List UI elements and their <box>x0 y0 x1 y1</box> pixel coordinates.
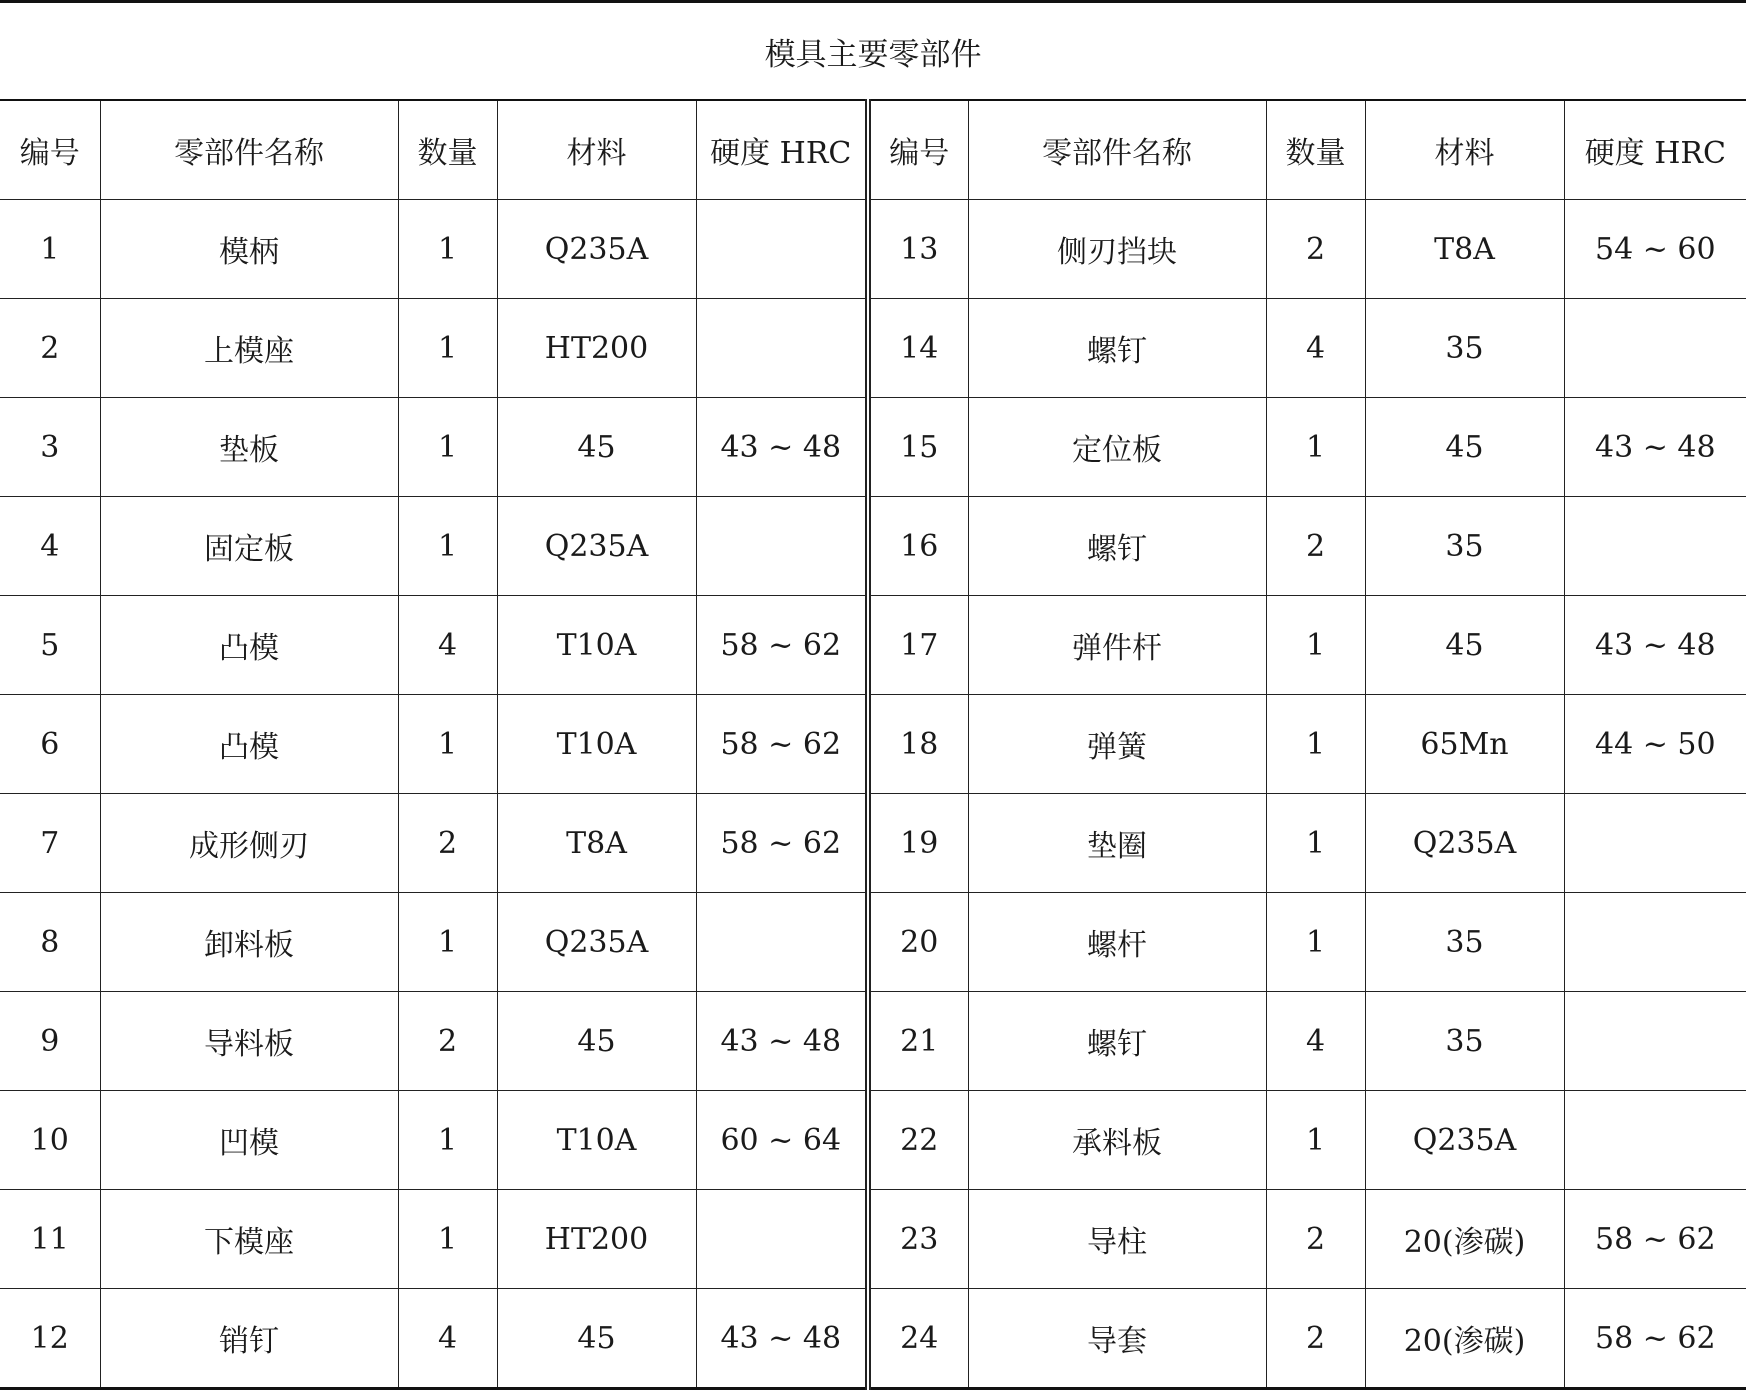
cell-quantity: 1 <box>398 497 497 596</box>
cell-quantity: 1 <box>398 1190 497 1289</box>
table-row <box>0 695 1746 794</box>
cell-quantity: 1 <box>398 200 497 299</box>
cell-part-name: 成形侧刃 <box>100 794 398 893</box>
cell-hardness-right <box>1564 1091 1746 1190</box>
cell-material-right: 20(渗碳) <box>1365 1289 1564 1389</box>
cell-material: Q235A <box>497 497 696 596</box>
cell-part-name-right: 弹件杆 <box>968 596 1266 695</box>
header-quantity-right: 数量 <box>1266 100 1365 200</box>
cell-quantity-right: 2 <box>1266 200 1365 299</box>
cell-quantity-right: 1 <box>1266 794 1365 893</box>
cell-part-name-right: 螺钉 <box>968 497 1266 596</box>
cell-hardness: 58 ~ 62 <box>696 596 868 695</box>
cell-quantity: 4 <box>398 1289 497 1389</box>
cell-material: T10A <box>497 695 696 794</box>
cell-number: 8 <box>0 893 100 992</box>
cell-quantity: 4 <box>398 596 497 695</box>
cell-material-right: 35 <box>1365 992 1564 1091</box>
cell-hardness: 60 ~ 64 <box>696 1091 868 1190</box>
cell-quantity-right: 2 <box>1266 497 1365 596</box>
cell-part-name: 凹模 <box>100 1091 398 1190</box>
header-part-name: 零部件名称 <box>100 100 398 200</box>
cell-number: 5 <box>0 596 100 695</box>
cell-quantity: 1 <box>398 695 497 794</box>
cell-part-name: 凸模 <box>100 596 398 695</box>
cell-part-name-right: 定位板 <box>968 398 1266 497</box>
table-row <box>0 398 1746 497</box>
cell-material-right: Q235A <box>1365 1091 1564 1190</box>
header-quantity: 数量 <box>398 100 497 200</box>
cell-material: HT200 <box>497 1190 696 1289</box>
cell-number-right: 21 <box>868 992 968 1091</box>
cell-quantity-right: 1 <box>1266 893 1365 992</box>
cell-hardness-right <box>1564 893 1746 992</box>
cell-quantity-right: 4 <box>1266 992 1365 1091</box>
cell-hardness-right: 54 ~ 60 <box>1564 200 1746 299</box>
cell-material: 45 <box>497 1289 696 1389</box>
header-number: 编号 <box>0 100 100 200</box>
cell-hardness-right: 58 ~ 62 <box>1564 1289 1746 1389</box>
cell-number-right: 22 <box>868 1091 968 1190</box>
cell-part-name: 垫板 <box>100 398 398 497</box>
cell-part-name-right: 垫圈 <box>968 794 1266 893</box>
cell-number: 6 <box>0 695 100 794</box>
cell-part-name: 模柄 <box>100 200 398 299</box>
cell-hardness-right: 44 ~ 50 <box>1564 695 1746 794</box>
table-row <box>0 299 1746 398</box>
table-row <box>0 992 1746 1091</box>
cell-part-name-right: 导柱 <box>968 1190 1266 1289</box>
cell-hardness: 43 ~ 48 <box>696 992 868 1091</box>
cell-part-name: 凸模 <box>100 695 398 794</box>
table-row <box>0 497 1746 596</box>
cell-part-name-right: 螺钉 <box>968 299 1266 398</box>
cell-hardness: 58 ~ 62 <box>696 695 868 794</box>
header-material: 材料 <box>497 100 696 200</box>
cell-material: T10A <box>497 596 696 695</box>
cell-number-right: 15 <box>868 398 968 497</box>
cell-part-name-right: 导套 <box>968 1289 1266 1389</box>
header-hardness-right: 硬度 HRC <box>1564 100 1746 200</box>
table-row <box>0 1190 1746 1289</box>
cell-number: 1 <box>0 200 100 299</box>
table-row <box>0 794 1746 893</box>
cell-part-name-right: 螺杆 <box>968 893 1266 992</box>
header-hardness: 硬度 HRC <box>696 100 868 200</box>
cell-number: 2 <box>0 299 100 398</box>
cell-material-right: 35 <box>1365 893 1564 992</box>
cell-number: 10 <box>0 1091 100 1190</box>
cell-material: Q235A <box>497 200 696 299</box>
table-row <box>0 200 1746 299</box>
cell-material-right: 35 <box>1365 497 1564 596</box>
cell-hardness <box>696 497 868 596</box>
table-row <box>0 1091 1746 1190</box>
cell-part-name-right: 弹簧 <box>968 695 1266 794</box>
cell-quantity: 1 <box>398 398 497 497</box>
cell-quantity-right: 1 <box>1266 398 1365 497</box>
cell-hardness-right <box>1564 992 1746 1091</box>
cell-hardness-right: 43 ~ 48 <box>1564 596 1746 695</box>
cell-hardness <box>696 1190 868 1289</box>
cell-part-name: 下模座 <box>100 1190 398 1289</box>
cell-hardness <box>696 200 868 299</box>
cell-hardness-right <box>1564 794 1746 893</box>
cell-quantity-right: 4 <box>1266 299 1365 398</box>
cell-material-right: 65Mn <box>1365 695 1564 794</box>
cell-number: 4 <box>0 497 100 596</box>
table-row <box>0 596 1746 695</box>
cell-quantity: 2 <box>398 794 497 893</box>
cell-part-name-right: 侧刃挡块 <box>968 200 1266 299</box>
cell-quantity-right: 1 <box>1266 1091 1365 1190</box>
cell-number-right: 18 <box>868 695 968 794</box>
cell-number: 11 <box>0 1190 100 1289</box>
header-row <box>0 100 1746 200</box>
cell-hardness-right <box>1564 299 1746 398</box>
cell-hardness-right: 43 ~ 48 <box>1564 398 1746 497</box>
header-material-right: 材料 <box>1365 100 1564 200</box>
cell-material-right: 45 <box>1365 596 1564 695</box>
cell-part-name-right: 螺钉 <box>968 992 1266 1091</box>
cell-quantity-right: 1 <box>1266 596 1365 695</box>
cell-quantity-right: 2 <box>1266 1190 1365 1289</box>
cell-material-right: 35 <box>1365 299 1564 398</box>
cell-quantity: 1 <box>398 893 497 992</box>
cell-material: T10A <box>497 1091 696 1190</box>
cell-number-right: 24 <box>868 1289 968 1389</box>
cell-number: 7 <box>0 794 100 893</box>
cell-number-right: 23 <box>868 1190 968 1289</box>
cell-quantity: 1 <box>398 1091 497 1190</box>
cell-part-name: 上模座 <box>100 299 398 398</box>
cell-material: Q235A <box>497 893 696 992</box>
cell-number-right: 16 <box>868 497 968 596</box>
cell-part-name: 卸料板 <box>100 893 398 992</box>
cell-hardness-right <box>1564 497 1746 596</box>
cell-number: 12 <box>0 1289 100 1389</box>
cell-quantity: 2 <box>398 992 497 1091</box>
cell-material: T8A <box>497 794 696 893</box>
cell-hardness: 43 ~ 48 <box>696 1289 868 1389</box>
cell-quantity-right: 2 <box>1266 1289 1365 1389</box>
header-number-right: 编号 <box>868 100 968 200</box>
cell-part-name: 导料板 <box>100 992 398 1091</box>
cell-material: HT200 <box>497 299 696 398</box>
cell-material-right: Q235A <box>1365 794 1564 893</box>
cell-quantity: 1 <box>398 299 497 398</box>
table-title: 模具主要零部件 <box>0 2 1746 101</box>
header-part-name-right: 零部件名称 <box>968 100 1266 200</box>
cell-number-right: 13 <box>868 200 968 299</box>
cell-hardness <box>696 893 868 992</box>
cell-hardness: 58 ~ 62 <box>696 794 868 893</box>
cell-material-right: 20(渗碳) <box>1365 1190 1564 1289</box>
cell-hardness <box>696 299 868 398</box>
cell-part-name: 销钉 <box>100 1289 398 1389</box>
cell-material-right: 45 <box>1365 398 1564 497</box>
cell-material-right: T8A <box>1365 200 1564 299</box>
cell-material: 45 <box>497 992 696 1091</box>
table-row <box>0 893 1746 992</box>
cell-part-name-right: 承料板 <box>968 1091 1266 1190</box>
cell-hardness-right: 58 ~ 62 <box>1564 1190 1746 1289</box>
cell-number-right: 14 <box>868 299 968 398</box>
cell-number-right: 17 <box>868 596 968 695</box>
cell-material: 45 <box>497 398 696 497</box>
cell-number: 3 <box>0 398 100 497</box>
cell-number: 9 <box>0 992 100 1091</box>
cell-part-name: 固定板 <box>100 497 398 596</box>
cell-hardness: 43 ~ 48 <box>696 398 868 497</box>
cell-number-right: 20 <box>868 893 968 992</box>
cell-quantity-right: 1 <box>1266 695 1365 794</box>
table-row <box>0 1289 1746 1389</box>
cell-number-right: 19 <box>868 794 968 893</box>
